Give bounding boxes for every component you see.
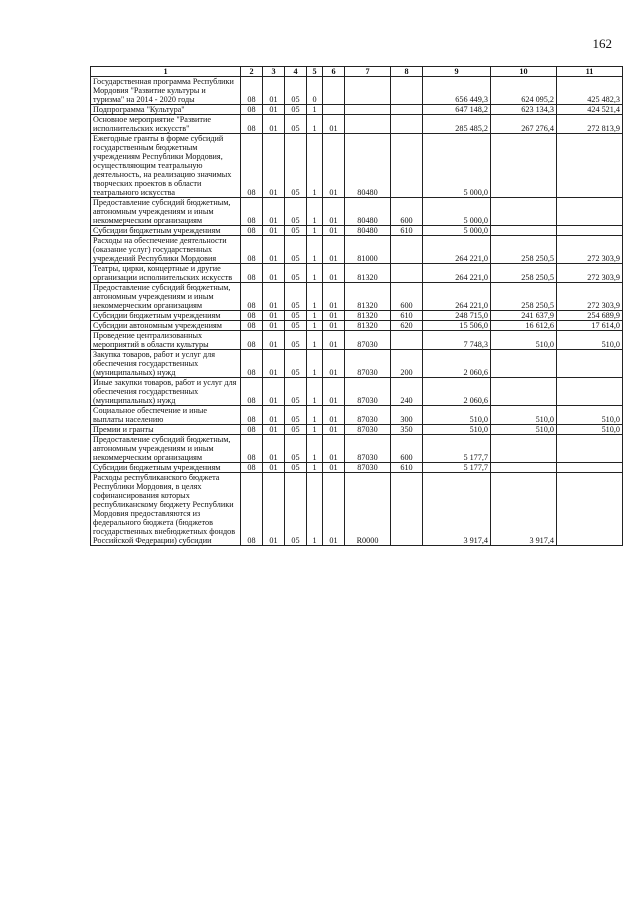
row-name: Субсидии бюджетным учреждениям	[91, 226, 241, 236]
row-name: Субсидии бюджетным учреждениям	[91, 311, 241, 321]
cell-code-2: 08	[241, 425, 263, 435]
cell-code-6: 01	[323, 378, 345, 406]
table-row	[91, 435, 623, 463]
cell-amount-9: 15 506,0	[423, 321, 491, 331]
cell-amount-11: 17 614,0	[557, 321, 623, 331]
cell-code-8: 600	[391, 283, 423, 311]
cell-code-7: 81320	[345, 283, 391, 311]
cell-code-6: 01	[323, 463, 345, 473]
cell-code-2: 08	[241, 473, 263, 546]
cell-code-6: 01	[323, 406, 345, 425]
table-row	[91, 378, 623, 406]
cell-code-3: 01	[263, 311, 285, 321]
row-name: Основное мероприятие "Развитие исполнительских искусств"	[91, 115, 241, 134]
cell-code-7	[345, 115, 391, 134]
table-row	[91, 226, 623, 236]
row-name: Ежегодные гранты в форме субсидий государственным бюджетным учреждениям Республики Мордовия, осуществляющим театральную деятельность, на реализацию значимых творческих проектов в области театрального искусства	[91, 134, 241, 198]
cell-code-4: 05	[285, 425, 307, 435]
cell-amount-11: 510,0	[557, 425, 623, 435]
cell-code-4: 05	[285, 115, 307, 134]
cell-code-8	[391, 473, 423, 546]
cell-code-2: 08	[241, 463, 263, 473]
row-name: Подпрограмма "Культура"	[91, 105, 241, 115]
cell-amount-11	[557, 226, 623, 236]
cell-code-3: 01	[263, 321, 285, 331]
cell-code-4: 05	[285, 77, 307, 105]
cell-amount-11: 425 482,3	[557, 77, 623, 105]
cell-code-5: 1	[307, 264, 323, 283]
cell-code-8	[391, 264, 423, 283]
header-cell: 6	[323, 67, 345, 77]
cell-code-5: 0	[307, 77, 323, 105]
cell-code-6: 01	[323, 115, 345, 134]
row-name: Предоставление субсидий бюджетным, автономным учреждениям и иным некоммерческим организациям	[91, 435, 241, 463]
cell-amount-9: 5 000,0	[423, 198, 491, 226]
header-cell: 8	[391, 67, 423, 77]
cell-amount-11	[557, 473, 623, 546]
cell-amount-10	[491, 198, 557, 226]
cell-amount-10: 241 637,9	[491, 311, 557, 321]
cell-code-6: 01	[323, 226, 345, 236]
cell-code-5: 1	[307, 283, 323, 311]
header-cell: 4	[285, 67, 307, 77]
cell-code-7: R0000	[345, 473, 391, 546]
header-cell: 2	[241, 67, 263, 77]
cell-amount-9: 647 148,2	[423, 105, 491, 115]
cell-code-8: 610	[391, 226, 423, 236]
cell-amount-11: 254 689,9	[557, 311, 623, 321]
cell-code-2: 08	[241, 77, 263, 105]
cell-code-2: 08	[241, 115, 263, 134]
cell-code-7: 87030	[345, 406, 391, 425]
header-cell: 5	[307, 67, 323, 77]
table-row	[91, 264, 623, 283]
cell-code-7: 87030	[345, 463, 391, 473]
table-row	[91, 283, 623, 311]
cell-code-5: 1	[307, 321, 323, 331]
cell-amount-9: 510,0	[423, 425, 491, 435]
cell-amount-10: 258 250,5	[491, 283, 557, 311]
cell-code-3: 01	[263, 425, 285, 435]
header-cell: 11	[557, 67, 623, 77]
cell-amount-11: 510,0	[557, 406, 623, 425]
cell-code-5: 1	[307, 331, 323, 350]
cell-code-5: 1	[307, 425, 323, 435]
cell-code-7: 87030	[345, 425, 391, 435]
cell-code-4: 05	[285, 435, 307, 463]
cell-code-2: 08	[241, 105, 263, 115]
cell-code-6: 01	[323, 198, 345, 226]
cell-code-4: 05	[285, 463, 307, 473]
cell-code-3: 01	[263, 105, 285, 115]
cell-amount-10: 510,0	[491, 331, 557, 350]
cell-code-2: 08	[241, 134, 263, 198]
cell-amount-9: 656 449,3	[423, 77, 491, 105]
cell-code-7: 81320	[345, 321, 391, 331]
cell-code-6: 01	[323, 331, 345, 350]
cell-code-6: 01	[323, 350, 345, 378]
cell-code-5: 1	[307, 134, 323, 198]
cell-code-7: 87030	[345, 331, 391, 350]
cell-code-3: 01	[263, 378, 285, 406]
cell-code-6	[323, 77, 345, 105]
cell-code-2: 08	[241, 331, 263, 350]
cell-amount-9: 264 221,0	[423, 264, 491, 283]
cell-code-3: 01	[263, 283, 285, 311]
cell-amount-10	[491, 463, 557, 473]
cell-amount-11	[557, 134, 623, 198]
table-row	[91, 134, 623, 198]
cell-code-2: 08	[241, 378, 263, 406]
cell-code-3: 01	[263, 473, 285, 546]
cell-code-6: 01	[323, 435, 345, 463]
row-name: Субсидии бюджетным учреждениям	[91, 463, 241, 473]
cell-amount-11	[557, 435, 623, 463]
cell-code-3: 01	[263, 134, 285, 198]
cell-code-2: 08	[241, 350, 263, 378]
cell-code-8: 610	[391, 463, 423, 473]
table-row	[91, 77, 623, 105]
cell-amount-11: 272 303,9	[557, 236, 623, 264]
cell-code-8	[391, 115, 423, 134]
cell-code-3: 01	[263, 264, 285, 283]
cell-amount-11	[557, 378, 623, 406]
table-row	[91, 105, 623, 115]
cell-amount-9: 510,0	[423, 406, 491, 425]
cell-amount-10	[491, 134, 557, 198]
table-row	[91, 321, 623, 331]
cell-amount-10: 267 276,4	[491, 115, 557, 134]
cell-amount-10: 624 095,2	[491, 77, 557, 105]
cell-code-7: 81320	[345, 264, 391, 283]
table-row	[91, 311, 623, 321]
cell-amount-9: 5 000,0	[423, 134, 491, 198]
cell-amount-9: 264 221,0	[423, 236, 491, 264]
cell-code-6: 01	[323, 321, 345, 331]
header-cell: 3	[263, 67, 285, 77]
cell-code-5: 1	[307, 350, 323, 378]
cell-amount-9: 7 748,3	[423, 331, 491, 350]
header-cell: 10	[491, 67, 557, 77]
header-cell: 9	[423, 67, 491, 77]
cell-code-3: 01	[263, 331, 285, 350]
cell-code-8	[391, 236, 423, 264]
cell-amount-9: 5 000,0	[423, 226, 491, 236]
cell-amount-11: 424 521,4	[557, 105, 623, 115]
row-name: Предоставление субсидий бюджетным, автономным учреждениям и иным некоммерческим организациям	[91, 283, 241, 311]
cell-code-4: 05	[285, 198, 307, 226]
cell-code-2: 08	[241, 435, 263, 463]
cell-code-5: 1	[307, 105, 323, 115]
cell-amount-11	[557, 350, 623, 378]
cell-amount-10: 623 134,3	[491, 105, 557, 115]
cell-code-4: 05	[285, 331, 307, 350]
cell-code-4: 05	[285, 264, 307, 283]
cell-amount-9: 2 060,6	[423, 350, 491, 378]
cell-code-7	[345, 77, 391, 105]
cell-code-8	[391, 77, 423, 105]
cell-code-3: 01	[263, 236, 285, 264]
cell-code-8: 600	[391, 435, 423, 463]
cell-code-2: 08	[241, 236, 263, 264]
cell-code-7: 87030	[345, 378, 391, 406]
cell-code-7: 81320	[345, 311, 391, 321]
header-row	[91, 67, 623, 77]
page-number: 162	[592, 36, 612, 51]
row-name: Предоставление субсидий бюджетным, автономным учреждениям и иным некоммерческим организациям	[91, 198, 241, 226]
cell-amount-10: 510,0	[491, 406, 557, 425]
cell-code-3: 01	[263, 198, 285, 226]
cell-code-5: 1	[307, 115, 323, 134]
table-row	[91, 425, 623, 435]
cell-amount-10: 258 250,5	[491, 236, 557, 264]
cell-code-4: 05	[285, 321, 307, 331]
cell-code-6: 01	[323, 311, 345, 321]
table-row	[91, 331, 623, 350]
cell-code-4: 05	[285, 105, 307, 115]
cell-code-2: 08	[241, 311, 263, 321]
cell-code-6: 01	[323, 264, 345, 283]
cell-code-5: 1	[307, 198, 323, 226]
cell-amount-9: 285 485,2	[423, 115, 491, 134]
cell-code-2: 08	[241, 283, 263, 311]
table-body	[91, 77, 623, 546]
cell-code-4: 05	[285, 226, 307, 236]
cell-amount-11: 510,0	[557, 331, 623, 350]
cell-code-4: 05	[285, 406, 307, 425]
row-name: Премии и гранты	[91, 425, 241, 435]
cell-amount-9: 3 917,4	[423, 473, 491, 546]
row-name: Расходы республиканского бюджета Республики Мордовия, в целях софинансирования которых республиканскому бюджету Республики Мордовия предоставляются из федерального бюджета (бюджетов государственных внебюджетных фондов Российской Федерации) субсидии	[91, 473, 241, 546]
row-name: Проведение централизованных мероприятий в области культуры	[91, 331, 241, 350]
cell-amount-10: 510,0	[491, 425, 557, 435]
cell-code-2: 08	[241, 198, 263, 226]
cell-code-5: 1	[307, 236, 323, 264]
row-name: Закупка товаров, работ и услуг для обеспечения государственных (муниципальных) нужд	[91, 350, 241, 378]
cell-code-2: 08	[241, 226, 263, 236]
cell-code-7: 80480	[345, 198, 391, 226]
row-name: Субсидии автономным учреждениям	[91, 321, 241, 331]
cell-code-4: 05	[285, 236, 307, 264]
cell-amount-11: 272 813,9	[557, 115, 623, 134]
cell-code-4: 05	[285, 473, 307, 546]
cell-amount-11	[557, 463, 623, 473]
cell-code-2: 08	[241, 406, 263, 425]
table-row	[91, 463, 623, 473]
cell-amount-9: 264 221,0	[423, 283, 491, 311]
cell-code-8: 610	[391, 311, 423, 321]
cell-amount-10	[491, 226, 557, 236]
cell-amount-9: 2 060,6	[423, 378, 491, 406]
cell-code-8	[391, 134, 423, 198]
cell-code-7	[345, 105, 391, 115]
cell-code-3: 01	[263, 77, 285, 105]
cell-code-2: 08	[241, 321, 263, 331]
cell-code-5: 1	[307, 473, 323, 546]
row-name: Иные закупки товаров, работ и услуг для обеспечения государственных (муниципальных) нужд	[91, 378, 241, 406]
cell-code-5: 1	[307, 311, 323, 321]
cell-code-6: 01	[323, 473, 345, 546]
cell-code-5: 1	[307, 463, 323, 473]
row-name: Расходы на обеспечение деятельности (оказание услуг) государственных учреждений Республики Мордовия	[91, 236, 241, 264]
cell-code-2: 08	[241, 264, 263, 283]
cell-amount-9: 5 177,7	[423, 435, 491, 463]
cell-code-8: 240	[391, 378, 423, 406]
cell-code-7: 87030	[345, 435, 391, 463]
cell-code-5: 1	[307, 226, 323, 236]
cell-amount-10: 258 250,5	[491, 264, 557, 283]
cell-code-5: 1	[307, 378, 323, 406]
cell-code-7: 80480	[345, 226, 391, 236]
cell-code-8: 300	[391, 406, 423, 425]
cell-code-5: 1	[307, 406, 323, 425]
table-row	[91, 406, 623, 425]
cell-code-3: 01	[263, 406, 285, 425]
cell-code-6: 01	[323, 425, 345, 435]
cell-code-8: 200	[391, 350, 423, 378]
row-name: Театры, цирки, концертные и другие организации исполнительских искусств	[91, 264, 241, 283]
cell-code-6: 01	[323, 134, 345, 198]
cell-code-4: 05	[285, 378, 307, 406]
cell-code-6	[323, 105, 345, 115]
cell-amount-11: 272 303,9	[557, 264, 623, 283]
cell-amount-10	[491, 350, 557, 378]
cell-code-3: 01	[263, 463, 285, 473]
cell-code-8: 620	[391, 321, 423, 331]
cell-amount-10: 16 612,6	[491, 321, 557, 331]
cell-code-3: 01	[263, 350, 285, 378]
header-cell: 7	[345, 67, 391, 77]
cell-code-4: 05	[285, 311, 307, 321]
row-name: Социальное обеспечение и иные выплаты населению	[91, 406, 241, 425]
cell-code-7: 81000	[345, 236, 391, 264]
cell-code-4: 05	[285, 134, 307, 198]
cell-code-3: 01	[263, 435, 285, 463]
budget-table	[90, 66, 623, 546]
cell-code-4: 05	[285, 350, 307, 378]
cell-code-8: 350	[391, 425, 423, 435]
row-name: Государственная программа Республики Мордовия "Развитие культуры и туризма" на 2014 - 2020 годы	[91, 77, 241, 105]
cell-amount-11: 272 303,9	[557, 283, 623, 311]
table-row	[91, 236, 623, 264]
table-row	[91, 473, 623, 546]
cell-code-3: 01	[263, 115, 285, 134]
cell-code-5: 1	[307, 435, 323, 463]
table-row	[91, 198, 623, 226]
table-row	[91, 115, 623, 134]
cell-code-6: 01	[323, 236, 345, 264]
cell-code-7: 87030	[345, 350, 391, 378]
cell-code-8	[391, 331, 423, 350]
cell-code-7: 80480	[345, 134, 391, 198]
table-row	[91, 350, 623, 378]
cell-amount-10: 3 917,4	[491, 473, 557, 546]
cell-code-6: 01	[323, 283, 345, 311]
cell-code-8: 600	[391, 198, 423, 226]
cell-amount-9: 5 177,7	[423, 463, 491, 473]
header-cell: 1	[91, 67, 241, 77]
cell-amount-9: 248 715,0	[423, 311, 491, 321]
cell-code-3: 01	[263, 226, 285, 236]
cell-amount-11	[557, 198, 623, 226]
cell-amount-10	[491, 378, 557, 406]
cell-code-4: 05	[285, 283, 307, 311]
cell-code-8	[391, 105, 423, 115]
cell-amount-10	[491, 435, 557, 463]
